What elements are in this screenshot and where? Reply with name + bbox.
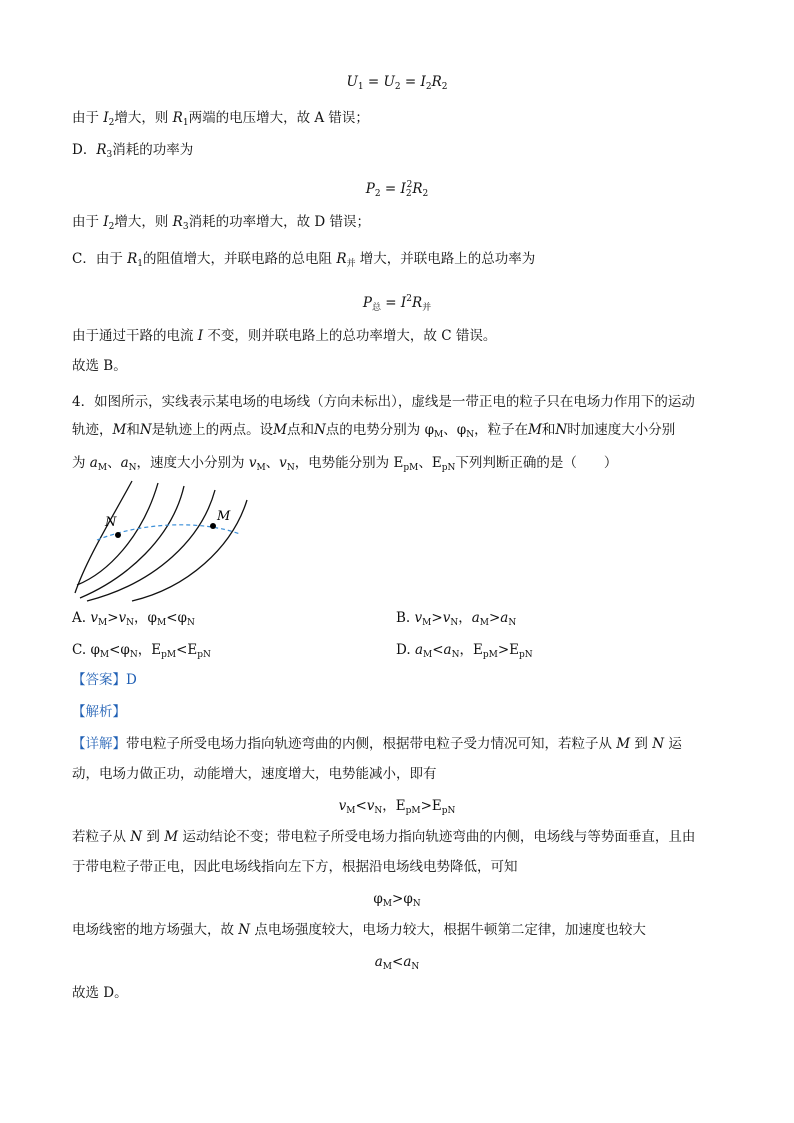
equation-acceleration: $a_M<a_N$ [374,954,420,972]
text-line-option-d-heading: D．$R_3$消耗的功率为 [72,142,194,160]
question-4-line-3: 为 $a_M$、$a_N$，速度大小分别为 $v_M$、$v_N$，电势能分别为 $E_{pM}$、$E_{pN}$下列判断正确的是（ ） [72,455,618,473]
equation-power-r2: $P_2 = I_2^2R_2$ [365,180,429,199]
detail-line-7: 电场线密的地方场强大，故 N 点电场强度较大，电场力较大，根据牛顿第二定律，加速度也较大 [72,922,646,938]
question-4-line-2: 轨迹，M和N是轨迹上的两点。设M点和N点的电势分别为 $\varphi_M$、$\varphi_N$，粒子在M和N时加速度大小分别 [72,422,676,440]
answer-label: 【答案】D [72,672,137,688]
option-d[interactable]: D. $a_M<a_N$，$E_{pM}>E_{pN}$ [396,642,533,660]
detail-line-1: 【详解】带电粒子所受电场力指向轨迹弯曲的内侧，根据带电粒子受力情况可知，若粒子从 M 到 N 运 [72,736,682,752]
equation-potential: $\varphi_M>\varphi_N$ [373,891,421,909]
text-line-conclusion-b: 故选 B。 [72,358,127,374]
equation-total-power: $P_总 = I^2R_并$ [362,294,432,313]
label-n: N [105,515,117,530]
text-line-option-c-heading: C．由于 $R_1$的阻值增大，并联电路的总电阻 $R_并$ 增大，并联电路上的总功率为 [72,251,536,269]
equation-voltage: $U_1 = U_2 = I_2R_2$ [346,74,448,92]
option-c[interactable]: C. $\varphi_M<\varphi_N$，$E_{pM}<E_{pN}$ [72,642,211,660]
text-line-option-c-explanation: 由于通过干路的电流 I 不变，则并联电路上的总功率增大，故 C 错误。 [72,328,497,344]
detail-tag: 【详解】 [72,736,126,752]
option-a[interactable]: A. $v_M>v_N$，$\varphi_M<\varphi_N$ [72,610,195,628]
field-line-3 [80,486,184,598]
equation-velocity-energy: $v_M<v_N$，$E_{pM}>E_{pN}$ [338,798,456,816]
option-b[interactable]: B. $v_M>v_N$，$a_M>a_N$ [396,610,517,628]
detail-line-2: 动，电场力做正功，动能增大，速度增大，电势能减小，即有 [72,766,437,782]
label-m: M [217,509,231,524]
point-m [210,523,216,529]
detail-line-4: 若粒子从 N 到 M 运动结论不变；带电粒子所受电场力指向轨迹弯曲的内侧，电场线与等势面垂直，且由 [72,829,696,845]
question-4-line-1: 4．如图所示，实线表示某电场的电场线（方向未标出），虚线是一带正电的粒子只在电场力作用下的运动 [72,394,695,410]
text-line-option-a-explanation: 由于 $I_2$增大，则 $R_1$两端的电压增大，故 A 错误； [72,110,369,128]
analysis-label: 【解析】 [72,704,126,720]
question-4 [72,388,722,482]
point-n [115,532,121,538]
detail-line-5: 于带电粒子带正电，因此电场线指向左下方，根据沿电场线电势降低，可知 [72,859,518,875]
text-line-option-d-explanation: 由于 $I_2$增大，则 $R_3$消耗的功率增大，故 D 错误； [72,214,370,232]
electric-field-diagram [72,478,262,603]
detail-conclusion: 故选 D。 [72,985,128,1001]
